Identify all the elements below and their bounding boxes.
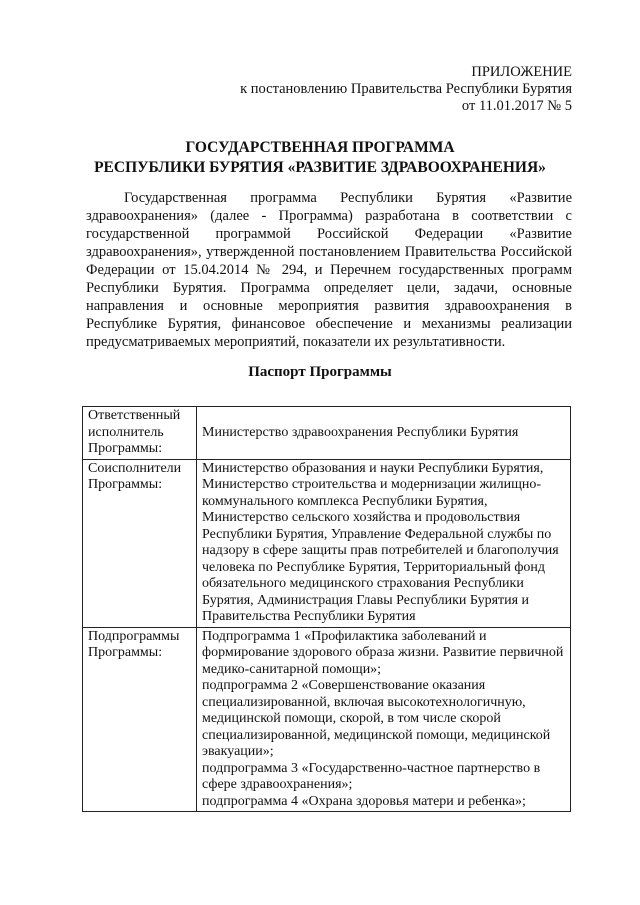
title-line-1: ГОСУДАРСТВЕННАЯ ПРОГРАММА	[185, 139, 455, 156]
intro-section	[86, 189, 572, 351]
table-row	[83, 459, 571, 627]
appendix-header	[240, 64, 572, 115]
passport-value-coexecutors: Министерство образования и науки Республики Бурятия, Министерство строительства и модернизации жилищно-коммунального комплекса Республики Бурятия, Министерство сельского хозяйства и продовольствия Республики Бурятия, Управление Федеральной службы по надзору в сфере защиты прав потребителей и благополучия человека по Республике Бурятия, Территориальный фонд обязательного медицинского страхования Республики Бурятия, Администрация Главы Республики Бурятия и Правительства Республики Бурятия	[197, 459, 571, 627]
subprogram-item: подпрограмма 2 «Совершенствование оказания специализированной, включая высокотехнологичную, медицинской помощи, скорой, в том числе скорой специализированной, медицинской помощи, медицинской эвакуации»;	[202, 678, 551, 759]
appendix-resolution-line: к постановлению Правительства Республики Бурятия	[240, 81, 572, 97]
table-row	[83, 627, 571, 812]
passport-heading: Паспорт Программы	[248, 364, 392, 380]
appendix-label: ПРИЛОЖЕНИЕ	[471, 64, 572, 80]
table-row	[83, 407, 571, 460]
passport-label-subprograms: Подпрограммы Программы:	[83, 627, 197, 812]
passport-label-coexecutors: Соисполнители Программы:	[83, 459, 197, 627]
title-line-2: РЕСПУБЛИКИ БУРЯТИЯ «РАЗВИТИЕ ЗДРАВООХРАНЕНИЯ»	[94, 159, 546, 176]
intro-paragraph: Государственная программа Республики Бурятия «Развитие здравоохранения» (далее - Программа) разработана в соответствии с государственной программой Российской Федерации «Развитие здравоохранения», утвержденной постановлением Правительства Российской Федерации от 15.04.2014 № 294, и Перечнем государственных программ Республики Бурятия. Программа определяет цели, задачи, основные направления и основные мероприятия развития здравоохранения в Республике Бурятия, финансовое обеспечение и механизмы реализации предусматриваемых мероприятий, показатели их результативности.	[86, 190, 572, 350]
passport-table	[82, 406, 571, 812]
document-title	[0, 138, 640, 178]
appendix-date-line: от 11.01.2017 № 5	[461, 98, 572, 114]
subprogram-item: подпрограмма 3 «Государственно-частное партнерство в сфере здравоохранения»;	[202, 760, 541, 792]
passport-label-responsible: Ответственный исполнитель Программы:	[83, 407, 197, 460]
passport-value-responsible: Министерство здравоохранения Республики Бурятия	[197, 407, 571, 460]
passport-value-subprograms	[197, 627, 571, 812]
subprogram-item: подпрограмма 4 «Охрана здоровья матери и ребенка»;	[202, 793, 526, 809]
subprogram-item: Подпрограмма 1 «Профилактика заболеваний и формирование здорового образа жизни. Развитие первичной медико-санитарной помощи»;	[202, 628, 564, 677]
